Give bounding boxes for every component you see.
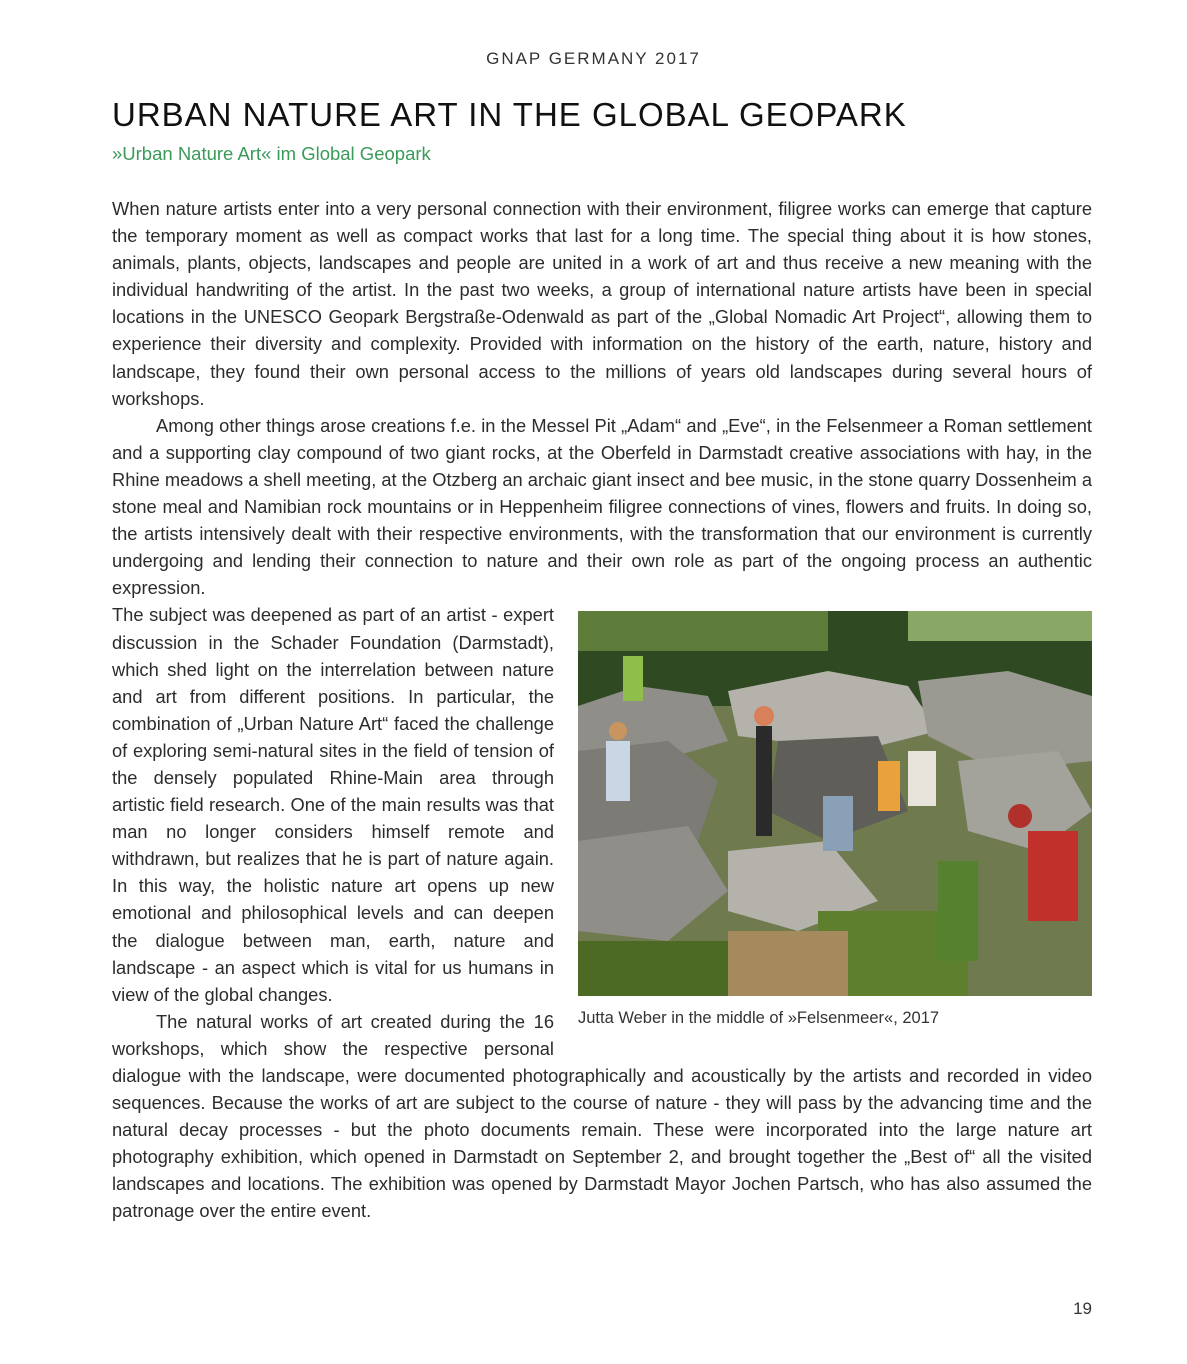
person [606, 741, 630, 801]
person [938, 861, 978, 961]
person [1028, 831, 1078, 921]
paragraph: The natural works of art created during the 16 workshops, which show the respective personal dialogue with the landscape, were documented photographically and acoustically by the artists and recorded in video sequences. Because the works of art are subject to the course of nature - they will pass by the advancing time and the natural decay processes - but the photo documents remain. These were incorporated into the large nature art photography exhibition, which opened in Darmstadt on September 2, and brought together the „Best of“ all the visited landscapes and locations. The exhibition was opened by Darmstadt Mayor Jochen Partsch, who has also assumed the patronage over the entire event. [112, 1010, 1092, 1222]
photo-moss [578, 941, 728, 996]
photo-forest-light [908, 611, 1092, 641]
person [823, 796, 853, 851]
paragraph-part: Among other things arose creations f.e. in the Messel Pit „Adam“ and „Eve“, in the Felsenmeer a Roman settlement and a supporting clay compound of two giant rocks, at the Oberfeld in Darmstadt creative associations with hay, in the Rhine meadows a shell meeting, at the Otzberg an archaic giant insect and bee music, in the stone quarry Dossenheim a stone meal and Namibian rock mountains or in Heppenheim filigree connections of vines, flowers and fruits. In doing so, the artists intensively dealt with their respective environments, with the transformation that our environment is currently undergoing and lending their connection to nature and their own role as part of the ongoing process an authentic expression. [112, 414, 1092, 599]
person [623, 656, 643, 701]
person [908, 751, 936, 806]
person [878, 761, 900, 811]
photo-figure [578, 611, 1092, 1029]
paragraph: The subject was deepened as part of an artist - expert discussion in the Schader Foundation (Darmstadt), which shed light on the interrelation between nature and art from different positions. In particular, the combination of „Urban Nature Art“ faced the challenge of exploring semi-natural sites in the field of tension of the densely populated Rhine-Main area through artistic field research. One of the main results was that man no longer considers himself remote and withdrawn, but realizes that he is part of nature again. In this way, the holistic nature art opens up new emotional and philosophical levels and can deepen the dialogue between man, earth, nature and landscape - an aspect which is vital for us humans in view of the global changes. [112, 604, 554, 1005]
article-subtitle: »Urban Nature Art« im Global Geopark [112, 143, 431, 164]
running-head: GNAP GERMANY 2017 [486, 49, 701, 68]
person-head [1008, 804, 1032, 828]
page-number: 19 [1073, 1299, 1092, 1318]
paragraph [112, 412, 1092, 602]
photo-path [728, 931, 848, 996]
person [756, 726, 772, 836]
person-head [754, 706, 774, 726]
photo-forest-light [578, 611, 828, 651]
article-body [112, 195, 1092, 1225]
article-title: URBAN NATURE ART IN THE GLOBAL GEOPARK [112, 96, 907, 133]
paragraph: When nature artists enter into a very personal connection with their environment, filigree works can emerge that capture the temporary moment as well as compact works that last for a long time. The special thing about it is how stones, animals, plants, objects, landscapes and people are united in a work of art and thus receive a new meaning with the individual handwriting of the artist. In the past two weeks, a group of international nature artists have been in special locations in the UNESCO Geopark Bergstraße-Odenwald as part of the „Global Nomadic Art Project“, allowing them to experience their diversity and complexity. Provided with information on the history of the earth, nature, history and landscape, they found their own personal access to the millions of years old landscapes during several hours of workshops. [112, 198, 1092, 409]
felsenmeer-photo [578, 611, 1092, 996]
photo-caption: Jutta Weber in the middle of »Felsenmeer«, 2017 [578, 1009, 940, 1028]
person-head [609, 722, 627, 740]
